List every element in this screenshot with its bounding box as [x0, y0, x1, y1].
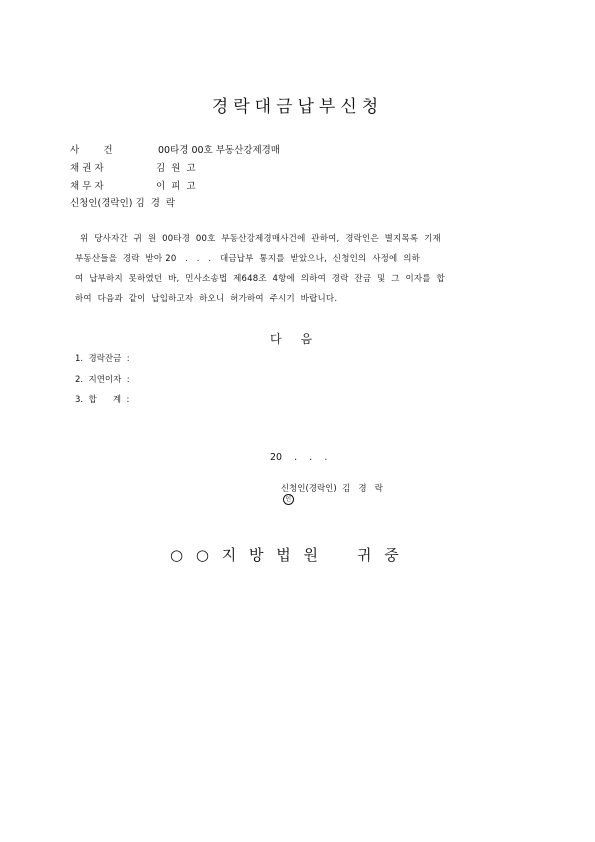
body-line-2: 부동산들을 경락 받아 20 . . . 대금납부 통지를 받았으나, 신청인의 사정에 의하 [75, 254, 421, 264]
body-line-3: 여 납부하지 못하였던 바, 민사소송법 제648조 4항에 의하여 경락 잔금 및 그 이자를 합 [75, 274, 445, 284]
court-addressee: ○ ○ 지 방 법 원 귀 중 [170, 546, 403, 564]
applicant-row [70, 195, 176, 228]
item-total: 3. 합 계 : [75, 395, 130, 405]
creditor-label: 채 권 자 [70, 163, 104, 174]
case-value: 00타경 00호 부동산강제경매 [158, 145, 280, 156]
section-heading: 다 음 [270, 332, 313, 346]
debtor-value: 이 피 고 [156, 181, 196, 192]
page-title: 경락대금납부신청 [211, 97, 384, 117]
item-late-interest: 2. 지연이자 : [75, 375, 130, 385]
applicant-label: 신청인(경락인) 김 경 락 [70, 198, 176, 209]
date-line: 20 . . . [270, 452, 328, 463]
signer-name: 신청인(경락인) 김 경 락 [280, 484, 383, 494]
body-line-4: 하여 다음과 같이 납입하고자 하오니 허가하여 주시기 바랍니다. [75, 294, 338, 304]
case-label: 사 건 [70, 145, 113, 156]
creditor-value: 김 원 고 [156, 163, 196, 174]
debtor-label: 채 무 자 [70, 181, 104, 192]
body-line-1: 위 당사자간 귀 원 00타경 00호 부동산강제경매사건에 관하여, 경락인은 별지목록 기재 [80, 234, 441, 244]
item-remaining-balance: 1. 경락잔금 : [75, 354, 130, 364]
signer-line [270, 472, 383, 515]
seal-mark: 인 [283, 494, 294, 505]
